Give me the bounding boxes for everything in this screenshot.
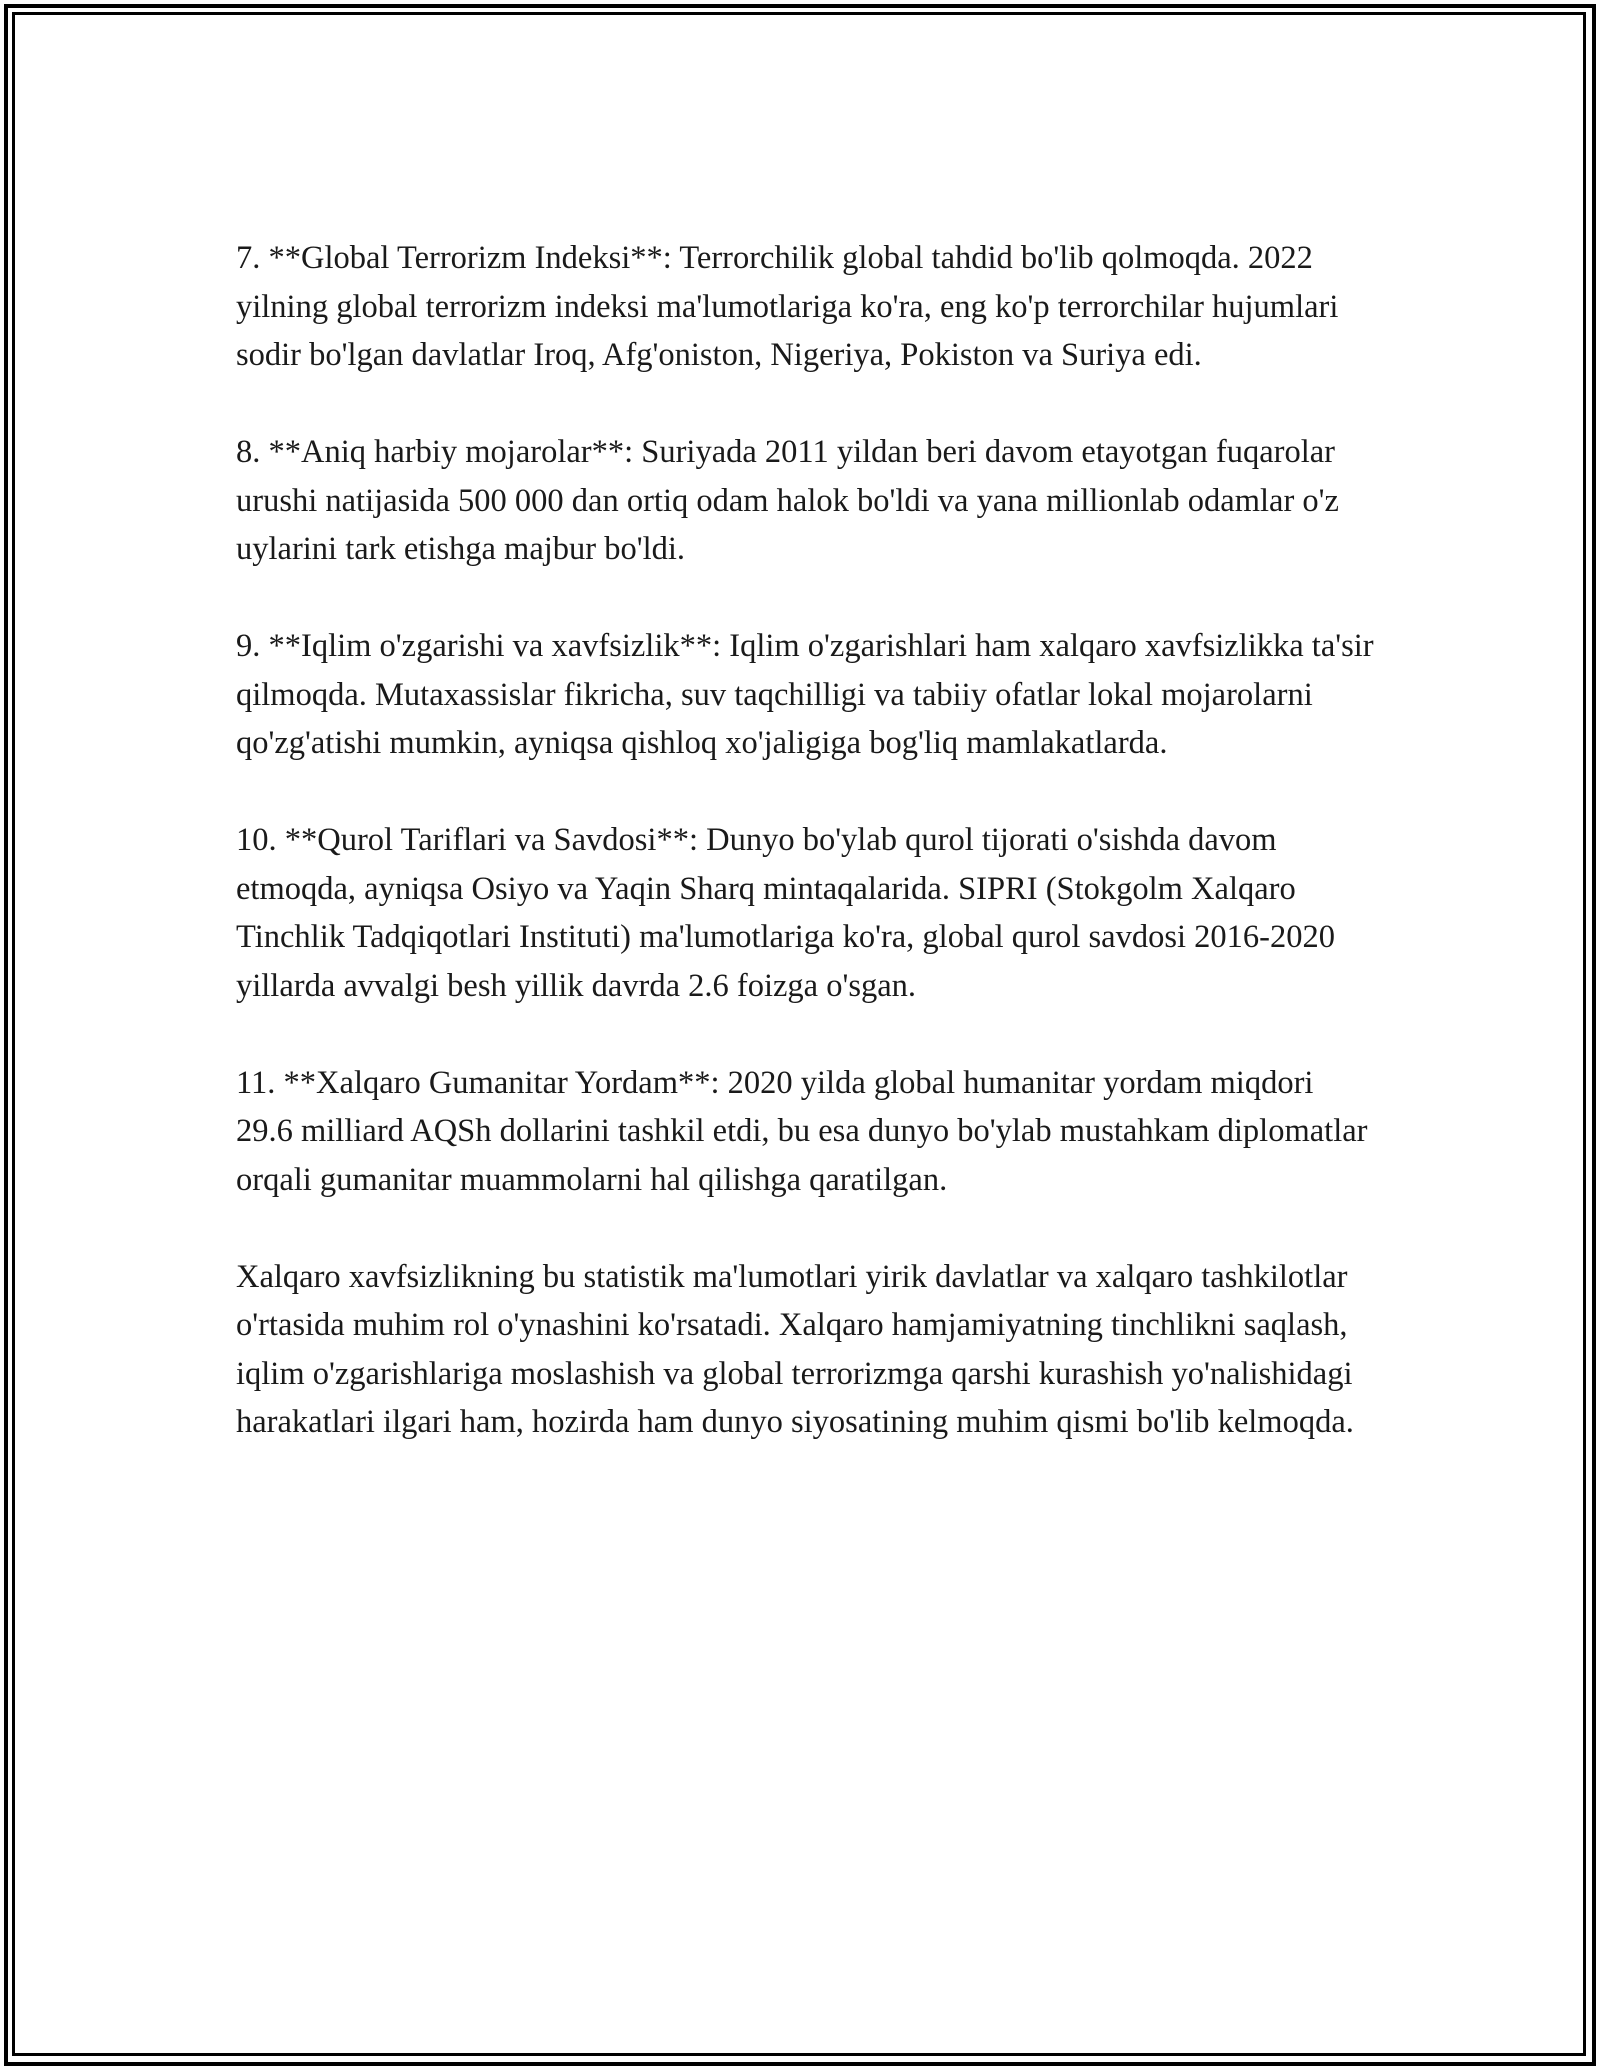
- paragraph-military-conflicts: 8. **Aniq harbiy mojarolar**: Suriyada 2011 yildan beri davom etayotgan fuqarolar urushi natijasida 500 000 dan ortiq odam halok bo'ldi va yana millionlab odamlar o'z uylarini tark etishga majbur bo'ldi.: [236, 434, 1339, 567]
- paragraph-arms-trade: 10. **Qurol Tariflari va Savdosi**: Dunyo bo'ylab qurol tijorati o'sishda davom etmoqda, ayniqsa Osiyo va Yaqin Sharq mintaqalarida. SIPRI (Stokgolm Xalqaro Tinchlik Tadqiqotlari Instituti) ma'lumotlariga ko'ra, global qurol savdosi 2016-2020 yillarda avvalgi besh yillik davrda 2.6 foizga o'sgan.: [236, 822, 1335, 1004]
- paragraph-humanitarian-aid: 11. **Xalqaro Gumanitar Yordam**: 2020 yilda global humanitar yordam miqdori 29.6 milliard AQSh dollarini tashkil etdi, bu esa dunyo bo'ylab mustahkam diplomatlar orqali gumanitar muammolarni hal qilishga qaratilgan.: [236, 1064, 1368, 1198]
- document-body: [236, 234, 1376, 1495]
- paragraph-climate-security: 9. **Iqlim o'zgarishi va xavfsizlik**: Iqlim o'zgarishlari ham xalqaro xavfsizlikka ta'sir qilmoqda. Mutaxassislar fikricha, suv taqchilligi va tabiiy ofatlar lokal mojarolarni qo'zg'atishi mumkin, ayniqsa qishloq xo'jaligiga bog'liq mamlakatlarda.: [236, 628, 1374, 761]
- paragraph-conclusion: Xalqaro xavfsizlikning bu statistik ma'lumotlari yirik davlatlar va xalqaro tashkilotlar o'rtasida muhim rol o'ynashini ko'rsatadi. Xalqaro hamjamiyatning tinchlikni saqlash, iqlim o'zgarishlariga moslashish va global terrorizmga qarshi kurashish yo'nalishidagi harakatlari ilgari ham, hozirda ham dunyo siyosatining muhim qismi bo'lib kelmoqda.: [236, 1258, 1354, 1440]
- paragraph-global-terrorism-index: 7. **Global Terrorizm Indeksi**: Terrorchilik global tahdid bo'lib qolmoqda. 2022 yilning global terrorizm indeksi ma'lumotlariga ko'ra, eng ko'p terrorchilar hujumlari sodir bo'lgan davlatlar Iroq, Afg'oniston, Nigeriya, Pokiston va Suriya edi.: [236, 240, 1339, 373]
